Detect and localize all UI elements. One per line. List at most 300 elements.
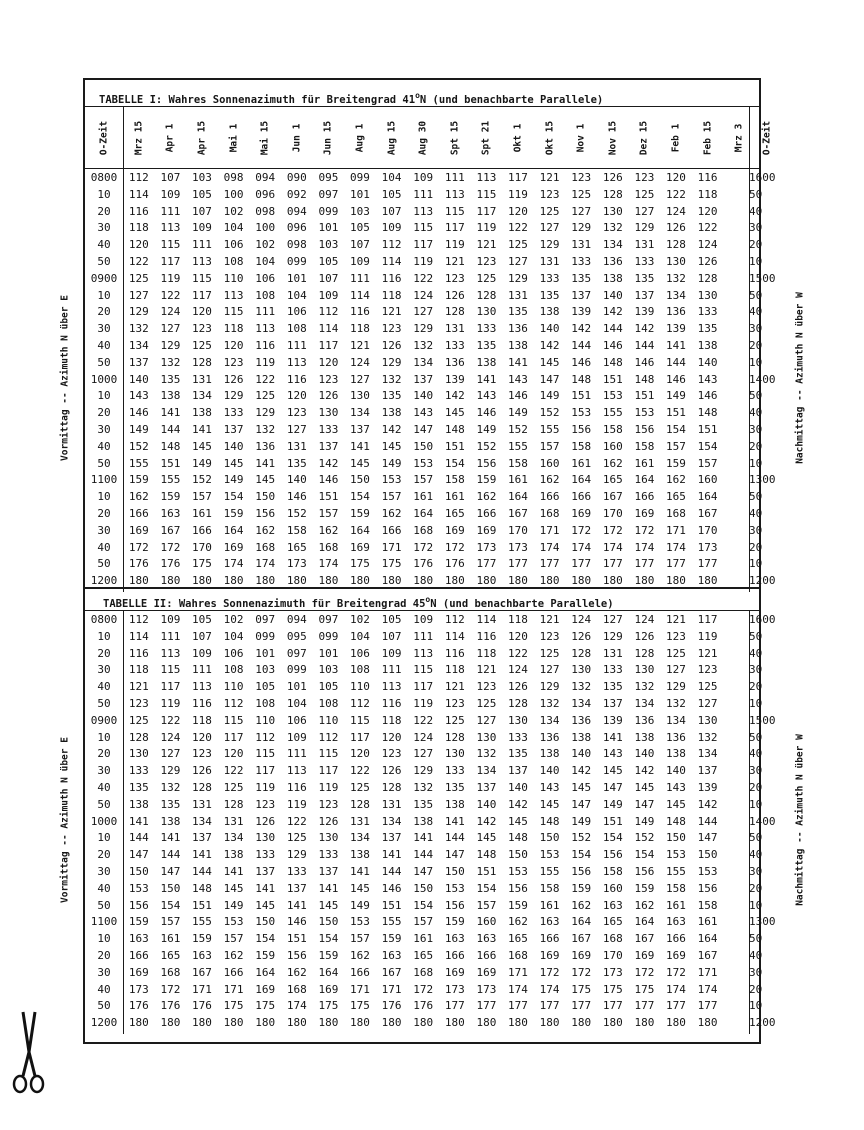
azimuth-cell: 129 xyxy=(413,764,434,778)
azimuth-cell: 166 xyxy=(634,490,655,504)
azimuth-cell: 138 xyxy=(160,814,181,828)
time-cell-left: 40 xyxy=(97,881,111,895)
azimuth-cell: 172 xyxy=(571,523,592,537)
azimuth-cell: 177 xyxy=(508,999,528,1013)
azimuth-cell: 137 xyxy=(318,439,339,453)
azimuth-cell: 133 xyxy=(476,322,497,336)
time-cell-right: 1600 xyxy=(749,171,776,184)
azimuth-cell: 094 xyxy=(286,204,307,218)
azimuth-cell: 123 xyxy=(444,697,465,710)
azimuth-cell: 169 xyxy=(128,523,149,537)
azimuth-cell: 172 xyxy=(602,523,623,537)
azimuth-cell: 166 xyxy=(571,490,592,504)
azimuth-cell: 138 xyxy=(444,797,465,811)
azimuth-cell: 108 xyxy=(223,255,244,268)
azimuth-cell: 132 xyxy=(413,339,434,352)
azimuth-cell: 143 xyxy=(476,389,497,403)
azimuth-cell: 162 xyxy=(286,965,307,979)
azimuth-cell: 130 xyxy=(697,713,718,727)
table-title-prefix: TABELLE II: Wahres Sonnenazimuth für Breitengrad 45 xyxy=(103,597,426,610)
azimuth-cell: 140 xyxy=(476,797,497,811)
table-row xyxy=(85,388,763,405)
month-header-label: Mrz 15 xyxy=(133,120,145,156)
azimuth-cell: 117 xyxy=(160,680,181,694)
azimuth-cell: 125 xyxy=(508,238,528,252)
azimuth-cell: 175 xyxy=(634,982,655,996)
time-cell-left: 20 xyxy=(97,406,111,420)
azimuth-cell: 137 xyxy=(318,865,339,878)
azimuth-cell: 113 xyxy=(192,680,212,694)
table-row xyxy=(85,814,776,831)
azimuth-cell: 166 xyxy=(128,949,149,962)
azimuth-cell: 150 xyxy=(255,490,276,504)
azimuth-cell: 142 xyxy=(508,797,528,811)
azimuth-cell: 133 xyxy=(444,339,465,352)
azimuth-cell: 108 xyxy=(255,288,276,302)
azimuth-cell: 152 xyxy=(539,406,560,420)
azimuth-cell: 112 xyxy=(381,238,402,252)
azimuth-cell: 144 xyxy=(381,865,402,878)
azimuth-cell: 138 xyxy=(350,848,370,862)
azimuth-cell: 134 xyxy=(350,831,370,845)
time-cell-left: 30 xyxy=(97,523,111,537)
table-row xyxy=(85,780,763,797)
azimuth-cell: 177 xyxy=(571,999,592,1013)
azimuth-cell: 133 xyxy=(318,423,339,436)
azimuth-cell: 110 xyxy=(223,680,244,694)
azimuth-cell: 137 xyxy=(413,372,434,386)
month-header-label: Spt 21 xyxy=(480,120,492,156)
azimuth-cell: 115 xyxy=(160,238,181,252)
azimuth-cell: 129 xyxy=(160,764,181,778)
azimuth-cell: 141 xyxy=(602,730,623,744)
azimuth-cell: 110 xyxy=(350,680,370,694)
azimuth-cell: 146 xyxy=(571,355,592,369)
azimuth-cell: 166 xyxy=(539,932,560,946)
month-header-label: Feb 1 xyxy=(670,123,682,153)
azimuth-cell: 171 xyxy=(666,523,686,537)
azimuth-cell: 116 xyxy=(192,697,212,710)
azimuth-cell: 114 xyxy=(128,187,149,201)
azimuth-cell: 157 xyxy=(697,456,718,470)
azimuth-cell: 169 xyxy=(666,949,686,962)
month-header xyxy=(602,108,624,168)
azimuth-cell: 104 xyxy=(381,171,402,184)
azimuth-cell: 163 xyxy=(192,949,212,962)
time-cell-right: 40 xyxy=(749,204,763,218)
azimuth-cell: 166 xyxy=(476,507,497,520)
azimuth-cell: 107 xyxy=(318,271,339,285)
azimuth-cell: 143 xyxy=(602,747,623,761)
month-header-label: Spt 15 xyxy=(449,120,461,156)
azimuth-cell: 175 xyxy=(350,999,370,1013)
azimuth-cell: 111 xyxy=(381,663,402,677)
azimuth-cell: 177 xyxy=(539,999,560,1013)
azimuth-cell: 110 xyxy=(255,713,276,727)
table-row xyxy=(85,304,763,321)
azimuth-cell: 175 xyxy=(350,557,370,571)
header-time-right-label: O-Zeit xyxy=(761,120,773,156)
azimuth-cell: 126 xyxy=(571,629,592,643)
time-cell-right: 10 xyxy=(749,255,763,268)
azimuth-cell: 151 xyxy=(286,932,307,946)
azimuth-cell: 169 xyxy=(571,949,592,962)
azimuth-cell: 141 xyxy=(350,439,370,453)
azimuth-cell: 108 xyxy=(255,697,276,710)
azimuth-cell: 180 xyxy=(539,1016,560,1030)
azimuth-cell: 149 xyxy=(128,423,149,436)
month-header xyxy=(349,108,371,168)
azimuth-cell: 151 xyxy=(571,389,592,403)
azimuth-cell: 138 xyxy=(413,814,434,828)
azimuth-cell: 130 xyxy=(602,204,623,218)
azimuth-cell: 136 xyxy=(666,730,686,744)
azimuth-cell: 117 xyxy=(444,221,465,235)
azimuth-cell: 103 xyxy=(192,171,212,184)
azimuth-cell: 127 xyxy=(160,747,181,761)
azimuth-cell: 180 xyxy=(255,1016,276,1030)
azimuth-cell: 138 xyxy=(697,339,718,352)
azimuth-cell: 123 xyxy=(318,797,339,811)
azimuth-cell: 144 xyxy=(128,831,149,845)
azimuth-cell: 168 xyxy=(539,507,560,520)
azimuth-cell: 136 xyxy=(508,322,528,336)
azimuth-cell: 169 xyxy=(476,523,497,537)
time-cell-right: 40 xyxy=(749,747,763,761)
time-cell-right: 30 xyxy=(749,764,763,778)
azimuth-cell: 153 xyxy=(350,915,370,929)
azimuth-cell: 150 xyxy=(413,881,434,895)
azimuth-cell: 145 xyxy=(539,355,560,369)
azimuth-cell: 148 xyxy=(160,439,181,453)
azimuth-cell: 156 xyxy=(444,898,465,912)
azimuth-cell: 138 xyxy=(571,730,592,744)
azimuth-cell: 157 xyxy=(539,439,560,453)
azimuth-cell: 153 xyxy=(539,848,560,862)
azimuth-cell: 105 xyxy=(192,187,212,201)
table-title xyxy=(85,86,773,106)
azimuth-cell: 148 xyxy=(634,372,655,386)
month-header xyxy=(665,108,687,168)
azimuth-cell: 152 xyxy=(192,473,212,487)
azimuth-cell: 173 xyxy=(476,982,497,996)
azimuth-cell: 112 xyxy=(318,305,339,319)
azimuth-cell: 165 xyxy=(160,949,181,962)
azimuth-cell: 171 xyxy=(697,965,718,979)
azimuth-cell: 153 xyxy=(602,389,623,403)
azimuth-cell: 133 xyxy=(634,255,655,268)
azimuth-cell: 157 xyxy=(666,439,686,453)
azimuth-cell: 128 xyxy=(666,238,686,252)
azimuth-cell: 123 xyxy=(192,747,212,761)
azimuth-cell: 129 xyxy=(160,339,181,352)
azimuth-cell: 096 xyxy=(286,221,307,235)
azimuth-cell: 135 xyxy=(476,339,497,352)
azimuth-cell: 174 xyxy=(318,557,339,571)
table-row xyxy=(85,204,763,221)
azimuth-cell: 152 xyxy=(634,831,655,845)
azimuth-cell: 121 xyxy=(539,171,560,184)
azimuth-cell: 117 xyxy=(508,171,528,184)
azimuth-cell: 154 xyxy=(697,439,718,453)
azimuth-cell: 112 xyxy=(255,730,276,744)
azimuth-cell: 111 xyxy=(160,204,181,218)
azimuth-cell: 177 xyxy=(602,999,623,1013)
azimuth-cell: 144 xyxy=(666,355,686,369)
azimuth-cell: 094 xyxy=(255,171,276,184)
azimuth-cell: 110 xyxy=(318,713,339,727)
azimuth-cell: 145 xyxy=(508,814,528,828)
azimuth-cell: 180 xyxy=(286,1016,307,1030)
azimuth-cell: 131 xyxy=(571,238,592,252)
azimuth-cell: 132 xyxy=(413,781,434,794)
azimuth-cell: 115 xyxy=(444,204,465,218)
azimuth-cell: 142 xyxy=(318,456,339,470)
azimuth-cell: 133 xyxy=(697,305,718,319)
azimuth-cell: 151 xyxy=(476,865,497,878)
table-row xyxy=(85,556,763,573)
table-row xyxy=(85,254,763,271)
azimuth-cell: 150 xyxy=(444,865,465,878)
time-cell-left: 40 xyxy=(97,680,111,694)
azimuth-cell: 111 xyxy=(444,171,465,184)
azimuth-cell: 150 xyxy=(697,848,718,862)
azimuth-cell: 138 xyxy=(381,406,402,420)
azimuth-cell: 138 xyxy=(634,730,655,744)
azimuth-cell: 125 xyxy=(192,339,212,352)
azimuth-cell: 177 xyxy=(539,557,560,571)
azimuth-cell: 124 xyxy=(160,305,181,319)
azimuth-cell: 131 xyxy=(192,797,212,811)
azimuth-cell: 118 xyxy=(128,663,149,677)
azimuth-cell: 141 xyxy=(223,865,244,878)
azimuth-cell: 146 xyxy=(508,389,528,403)
azimuth-cell: 154 xyxy=(634,848,655,862)
azimuth-cell: 145 xyxy=(255,898,276,912)
azimuth-cell: 135 xyxy=(697,322,718,336)
time-cell-left: 50 xyxy=(97,797,111,811)
azimuth-cell: 132 xyxy=(571,680,592,694)
table-row xyxy=(85,948,763,965)
azimuth-cell: 121 xyxy=(444,255,465,268)
azimuth-cell: 141 xyxy=(476,372,497,386)
azimuth-cell: 127 xyxy=(160,322,181,336)
month-header-label: Aug 15 xyxy=(386,120,398,156)
table-row xyxy=(85,914,776,931)
azimuth-cell: 155 xyxy=(381,915,402,929)
time-cell-left: 10 xyxy=(97,932,111,946)
azimuth-cell: 128 xyxy=(476,288,497,302)
azimuth-cell: 101 xyxy=(350,187,370,201)
azimuth-cell: 144 xyxy=(602,322,623,336)
azimuth-cell: 141 xyxy=(666,339,686,352)
table-row xyxy=(85,965,763,982)
azimuth-cell: 122 xyxy=(128,255,149,268)
header-time-right xyxy=(756,108,778,168)
azimuth-cell: 145 xyxy=(350,456,370,470)
azimuth-cell: 180 xyxy=(697,1016,718,1030)
month-header xyxy=(697,108,719,168)
azimuth-cell: 106 xyxy=(223,238,244,252)
azimuth-cell: 128 xyxy=(192,781,212,794)
azimuth-cell: 138 xyxy=(476,355,497,369)
table-row xyxy=(85,321,763,338)
azimuth-cell: 154 xyxy=(413,898,434,912)
azimuth-cell: 153 xyxy=(571,406,592,420)
azimuth-cell: 160 xyxy=(697,473,718,487)
azimuth-cell: 101 xyxy=(255,646,276,660)
time-cell-right: 1300 xyxy=(749,473,776,487)
azimuth-cell: 133 xyxy=(571,255,592,268)
azimuth-cell: 161 xyxy=(634,456,655,470)
azimuth-cell: 118 xyxy=(697,187,718,201)
azimuth-cell: 169 xyxy=(571,507,592,520)
azimuth-cell: 147 xyxy=(634,797,655,811)
azimuth-cell: 141 xyxy=(286,898,307,912)
azimuth-cell: 162 xyxy=(128,490,149,504)
azimuth-cell: 111 xyxy=(286,339,307,352)
azimuth-cell: 135 xyxy=(602,680,623,694)
azimuth-cell: 143 xyxy=(413,406,434,420)
azimuth-cell: 132 xyxy=(255,423,276,436)
table-row xyxy=(85,713,776,730)
azimuth-cell: 145 xyxy=(350,881,370,895)
time-cell-left: 0800 xyxy=(90,613,118,626)
time-cell-left: 10 xyxy=(97,389,111,403)
azimuth-cell: 147 xyxy=(160,865,181,878)
azimuth-cell: 104 xyxy=(286,288,307,302)
azimuth-cell: 174 xyxy=(602,540,623,554)
azimuth-cell: 139 xyxy=(571,305,592,319)
azimuth-cell: 180 xyxy=(444,574,465,588)
azimuth-cell: 131 xyxy=(286,439,307,453)
azimuth-cell: 133 xyxy=(255,848,276,862)
side-label-left: Vormittag -- Azimuth N über E xyxy=(59,737,71,903)
time-cell-right: 1200 xyxy=(749,1016,776,1030)
azimuth-cell: 141 xyxy=(444,814,465,828)
azimuth-cell: 104 xyxy=(350,629,370,643)
azimuth-cell: 121 xyxy=(666,613,686,626)
azimuth-cell: 123 xyxy=(318,372,339,386)
azimuth-cell: 111 xyxy=(192,663,212,677)
azimuth-cell: 165 xyxy=(602,473,623,487)
azimuth-cell: 123 xyxy=(381,322,402,336)
time-cell-left: 30 xyxy=(97,423,111,436)
azimuth-cell: 161 xyxy=(539,898,560,912)
azimuth-cell: 119 xyxy=(318,781,339,794)
azimuth-cell: 154 xyxy=(476,881,497,895)
time-cell-right: 40 xyxy=(749,848,763,862)
azimuth-cell: 138 xyxy=(539,747,560,761)
azimuth-cell: 130 xyxy=(697,288,718,302)
azimuth-cell: 105 xyxy=(381,613,402,626)
azimuth-cell: 131 xyxy=(381,797,402,811)
azimuth-cell: 125 xyxy=(634,187,655,201)
azimuth-cell: 120 xyxy=(223,747,244,761)
azimuth-cell: 147 xyxy=(539,372,560,386)
table-title-suffix: N (und benachbarte Parallele) xyxy=(430,597,614,610)
azimuth-cell: 177 xyxy=(697,999,718,1013)
azimuth-cell: 142 xyxy=(571,764,592,778)
azimuth-cell: 180 xyxy=(666,574,686,588)
azimuth-cell: 104 xyxy=(223,221,244,235)
azimuth-cell: 141 xyxy=(160,831,181,845)
month-header xyxy=(317,108,339,168)
azimuth-cell: 128 xyxy=(128,730,149,744)
azimuth-cell: 163 xyxy=(381,949,402,962)
azimuth-cell: 175 xyxy=(381,557,402,571)
azimuth-cell: 142 xyxy=(697,797,718,811)
time-cell-right: 30 xyxy=(749,322,763,336)
azimuth-cell: 154 xyxy=(444,456,465,470)
table-title-degree: o xyxy=(425,595,431,604)
azimuth-cell: 130 xyxy=(318,831,339,845)
time-cell-right: 1400 xyxy=(749,372,776,386)
azimuth-cell: 135 xyxy=(508,305,528,319)
azimuth-cell: 125 xyxy=(444,713,465,727)
time-cell-left: 1000 xyxy=(90,372,118,386)
azimuth-cell: 164 xyxy=(318,965,339,979)
azimuth-cell: 116 xyxy=(444,646,465,660)
azimuth-cell: 134 xyxy=(192,389,212,403)
azimuth-cell: 180 xyxy=(192,574,212,588)
azimuth-cell: 094 xyxy=(286,613,307,626)
azimuth-cell: 149 xyxy=(192,456,212,470)
azimuth-cell: 098 xyxy=(255,204,276,218)
azimuth-cell: 104 xyxy=(255,255,276,268)
azimuth-cell: 180 xyxy=(350,1016,370,1030)
azimuth-cell: 159 xyxy=(223,507,244,520)
azimuth-cell: 147 xyxy=(697,831,718,845)
azimuth-cell: 131 xyxy=(350,814,370,828)
azimuth-cell: 147 xyxy=(571,797,592,811)
azimuth-cell: 134 xyxy=(666,288,686,302)
azimuth-cell: 129 xyxy=(255,406,276,420)
azimuth-cell: 129 xyxy=(666,680,686,694)
azimuth-cell: 096 xyxy=(255,187,276,201)
azimuth-cell: 123 xyxy=(539,629,560,643)
azimuth-cell: 123 xyxy=(539,187,560,201)
azimuth-cell: 145 xyxy=(223,881,244,895)
azimuth-cell: 154 xyxy=(223,490,244,504)
azimuth-cell: 174 xyxy=(697,982,718,996)
azimuth-cell: 176 xyxy=(444,557,465,571)
azimuth-cell: 171 xyxy=(223,982,244,996)
table-2 xyxy=(85,590,776,1034)
azimuth-cell: 180 xyxy=(223,574,244,588)
azimuth-cell: 180 xyxy=(413,1016,434,1030)
azimuth-cell: 150 xyxy=(666,831,686,845)
azimuth-cell: 107 xyxy=(381,204,402,218)
azimuth-cell: 131 xyxy=(192,372,212,386)
azimuth-cell: 150 xyxy=(160,881,181,895)
azimuth-cell: 112 xyxy=(128,171,149,184)
time-cell-right: 50 xyxy=(749,389,763,403)
azimuth-cell: 173 xyxy=(476,540,497,554)
azimuth-cell: 139 xyxy=(634,305,655,319)
azimuth-cell: 119 xyxy=(508,187,528,201)
azimuth-cell: 130 xyxy=(634,663,655,677)
azimuth-cell: 130 xyxy=(508,713,528,727)
azimuth-cell: 117 xyxy=(413,680,434,694)
azimuth-cell: 131 xyxy=(508,288,528,302)
azimuth-cell: 169 xyxy=(476,965,497,979)
azimuth-cell: 165 xyxy=(508,932,528,946)
azimuth-cell: 142 xyxy=(539,339,560,352)
azimuth-cell: 164 xyxy=(413,507,434,520)
azimuth-cell: 115 xyxy=(350,713,370,727)
azimuth-cell: 146 xyxy=(666,372,686,386)
